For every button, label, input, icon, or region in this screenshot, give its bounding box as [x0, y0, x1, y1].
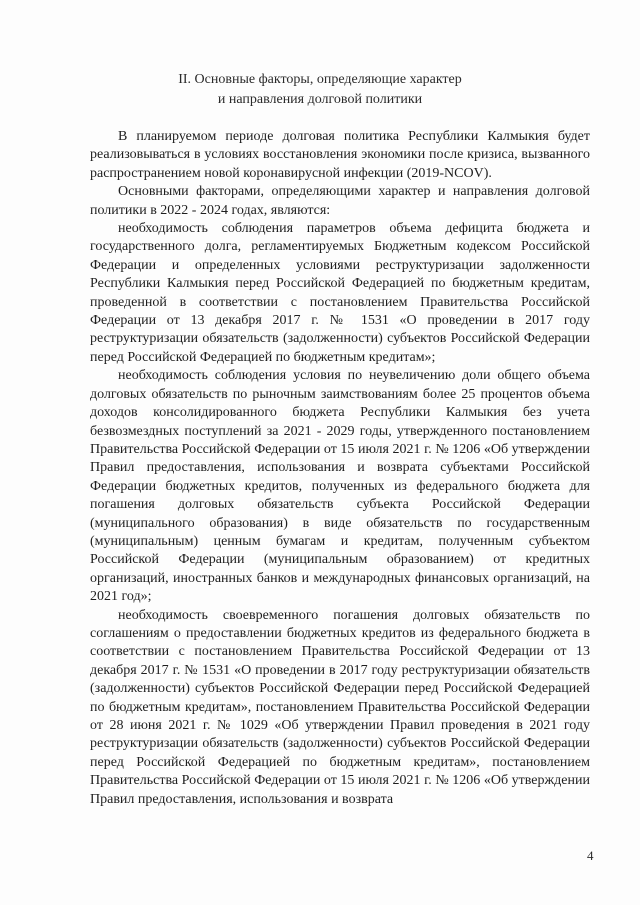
document-body	[90, 128, 590, 809]
paragraph-factor-market-borrowing: необходимость соблюдения условия по неувеличению доли общего объема долговых обязательств по рыночным заимствованиям более 25 процентов объема доходов консолидированного бюджета Республики Калмыкия без учета безвозмездных поступлений за 2021 - 2029 годы, утвержденного постановлением Правительства Российской Федерации от 15 июля 2021 г. № 1206 «Об утверждении Правил предоставления, использования и возврата субъектами Российской Федерации бюджетных кредитов, полученных из федерального бюджета для погашения долговых обязательств субъекта Российской Федерации (муниципального образования) в виде обязательств по государственным (муниципальным) ценным бумагам и кредитам, полученным субъектом Российской Федерации (муниципальным образованием) от кредитных организаций, иностранных банков и международных финансовых организаций, на 2021 год»;	[90, 368, 590, 605]
paragraph-factor-deficit: необходимость соблюдения параметров объема дефицита бюджета и государственного долга, регламентируемых Бюджетным кодексом Российской Федерации и определенных условиями реструктуризации задолженности Республики Калмыкия перед Российской Федерацией по бюджетным кредитам, проведенной в соответствии с постановлением Правительства Российской Федерации от 13 декабря 2017 г. № 1531 «О проведении в 2017 году реструктуризации обязательств (задолженности) субъектов Российской Федерации перед Российской Федерацией по бюджетным кредитам»;	[90, 221, 590, 365]
section-heading-line-2: и направления долговой политики	[217, 92, 423, 107]
paragraph-intro: В планируемом периоде долговая политика Республики Калмыкия будет реализовываться в условиях восстановления экономики после кризиса, вызванного распространением новой коронавирусной инфекции (2019-NCOV).	[90, 129, 590, 181]
paragraph-factor-repayment: необходимость своевременного погашения долговых обязательств по соглашениям о предоставлении бюджетных кредитов из федерального бюджета в соответствии с постановлением Правительства Российской Федерации от 13 декабря 2017 г. № 1531 «О проведении в 2017 году реструктуризации обязательств (задолженности) субъектов Российской Федерации перед Российской Федерацией по бюджетным кредитам», постановлением Правительства Российской Федерации от 28 июня 2021 г. № 1029 «Об утверждении Правил проведения в 2021 году реструктуризации обязательств (задолженности) субъектов Российской Федерации перед Российской Федерацией по бюджетным кредитам», постановлением Правительства Российской Федерации от 15 июля 2021 г. № 1206 «Об утверждении Правил предоставления, использования и возврата	[90, 607, 590, 807]
section-heading-line-1: II. Основные факторы, определяющие характер	[178, 72, 462, 87]
page-number: 4	[587, 848, 594, 863]
paragraph-factors-lead: Основными факторами, определяющими характер и направления долговой политики в 2022 - 2024 годах, являются:	[90, 184, 590, 218]
section-heading	[60, 70, 580, 110]
